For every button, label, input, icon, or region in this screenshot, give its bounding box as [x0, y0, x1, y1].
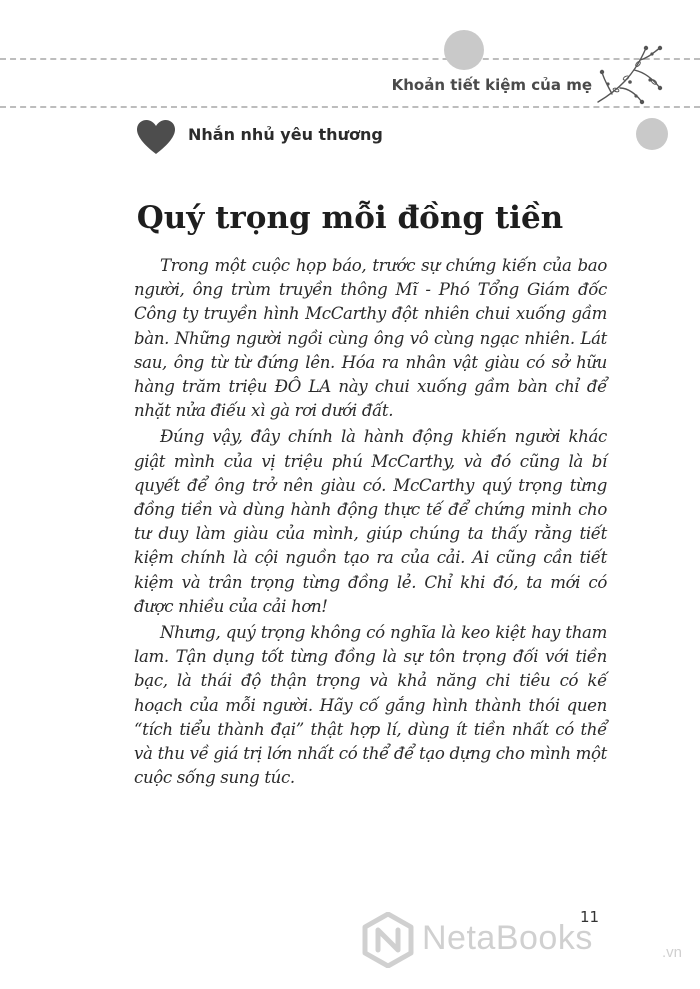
heart-icon — [137, 120, 175, 156]
page-number: 11 — [580, 908, 600, 926]
netabooks-logo-icon — [362, 912, 414, 968]
decorative-circle-large — [444, 30, 484, 70]
watermark-brand: NetaBooks — [422, 919, 593, 957]
watermark-suffix: .vn — [662, 944, 683, 961]
section-label: Nhắn nhủ yêu thương — [188, 125, 383, 144]
decorative-circle-small — [636, 118, 668, 150]
paragraph-2: Đúng vậy, đây chính là hành động khiến người khác giật mình của vị triệu phú McCarthy, và đó cũng là bí quyết để ông trở nên giàu có. McCarthy quý trọng từng đồng tiền và dùng hành động thực tế để chứng minh cho tư duy làm giàu của mình, giúp chúng ta thấy rằng tiết kiệm chính là cội nguồn tạo ra của cải. Ai cũng cần tiết kiệm và trân trọng từng đồng lẻ. Chỉ khi đó, ta mới có được nhiều của cải hơn! — [134, 427, 607, 616]
paragraph-1: Trong một cuộc họp báo, trước sự chứng kiến của bao người, ông trùm truyền thông Mĩ - Phó Tổng Giám đốc Công ty truyền hình McCarthy đột nhiên chui xuống gầm bàn. Những người ngồi cùng ông vô cùng ngạc nhiên. Lát sau, ông từ từ đứng lên. Hóa ra nhân vật giàu có sở hữu hàng trăm triệu ĐÔ LA này chui xuống gầm bàn chỉ để nhặt nửa điếu xì gà rơi dưới đất. — [134, 256, 607, 421]
paragraph-3: Nhưng, quý trọng không có nghĩa là keo kiệt hay tham lam. Tận dụng tốt từng đồng là sự tôn trọng đối với tiền bạc, là thái độ thận trọng và khả năng chi tiêu có kế hoạch của mỗi người. Hãy cố gắng hình thành thói quen “tích tiểu thành đại” thật hợp lí, dùng ít tiền nhất có thể và thu về giá trị lớn nhất có thể để tạo dựng cho mình một cuộc sống sung túc. — [134, 623, 607, 788]
floral-branch-icon — [590, 42, 670, 108]
chapter-title: Khoản tiết kiệm của mẹ — [391, 76, 592, 94]
article-title: Quý trọng mỗi đồng tiền — [136, 200, 564, 236]
article-body — [134, 254, 607, 792]
